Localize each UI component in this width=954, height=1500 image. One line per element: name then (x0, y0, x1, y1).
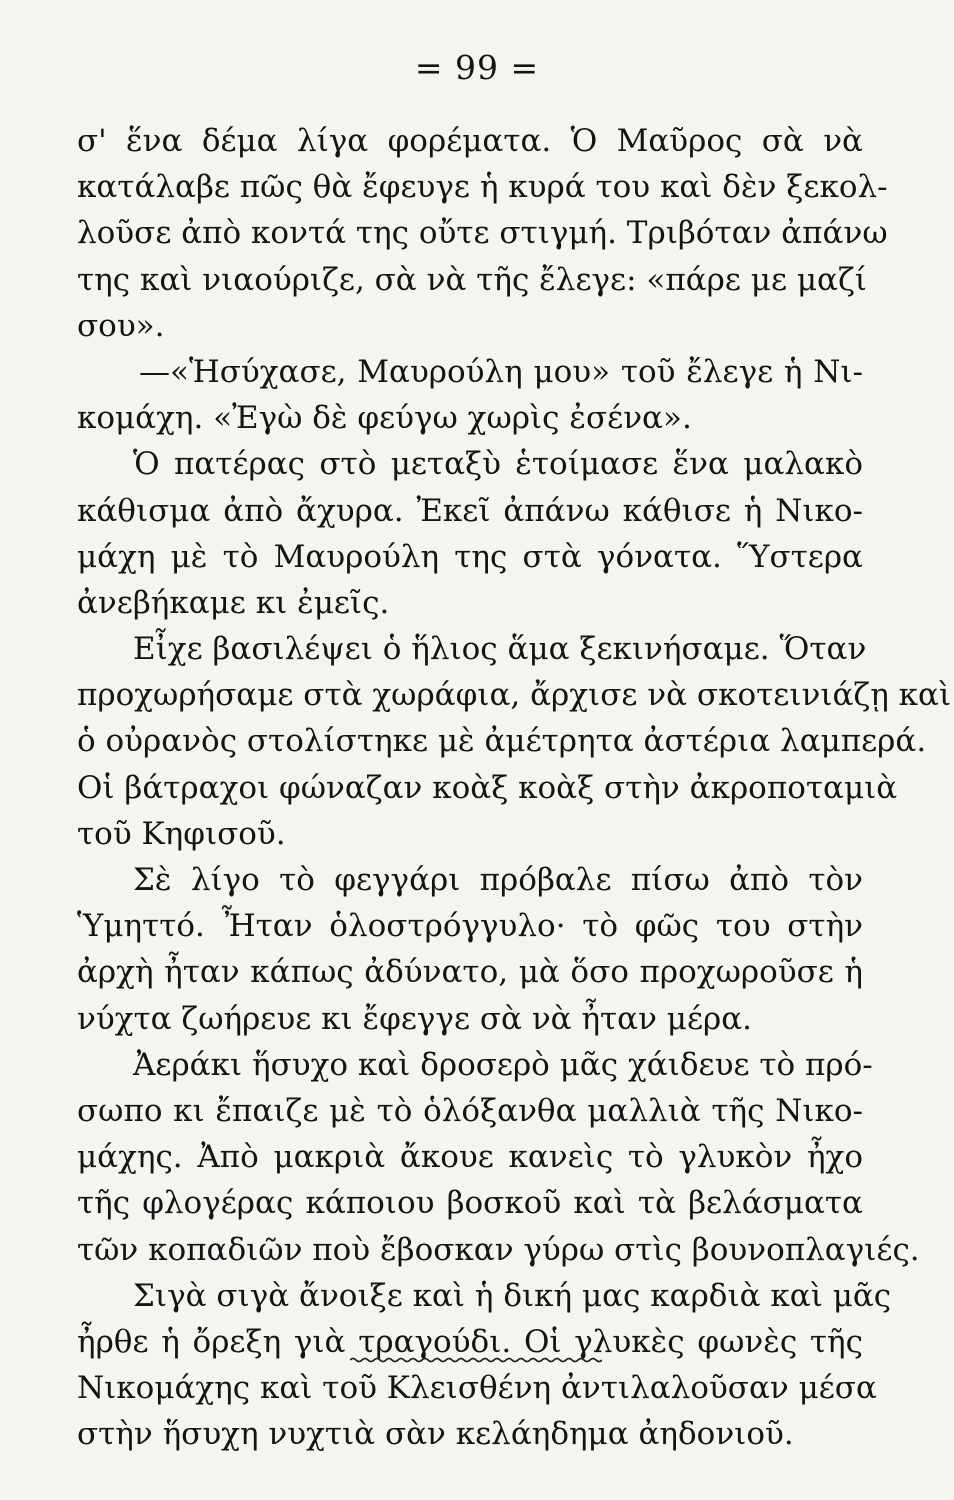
body-text (77, 118, 952, 1457)
text-line: Σιγὰ σιγὰ ἄνοιξε καὶ ἡ δική μας καρδιὰ καὶ μᾶς (133, 1277, 892, 1314)
text-line: σωπο κι ἔπαιζε μὲ τὸ ὁλόξανθα μαλλιὰ τῆς Νικο- (77, 1092, 863, 1129)
text-line: μάχης. Ἀπὸ μακριὰ ἄκουε κανεὶς τὸ γλυκὸν ἦχο (77, 1139, 863, 1176)
text-line: μάχη μὲ τὸ Μαυρούλη της στὰ γόνατα. Ὕστερα (77, 538, 863, 575)
text-line: ὁ οὐρανὸς στολίστηκε μὲ ἀμέτρητα ἀστέρια λαμπερά. (77, 723, 927, 760)
text-line: τῶν κοπαδιῶν ποὺ ἔβοσκαν γύρω στὶς βουνοπλαγιές. (77, 1231, 920, 1268)
text-line: σ' ἕνα δέμα λίγα φορέματα. Ὁ Μαῦρος σὰ νὰ (77, 123, 863, 159)
text-line: νύχτα ζωήρευε κι ἔφεγγε σὰ νὰ ἦταν μέρα. (77, 1000, 753, 1037)
text-line: ἀρχὴ ἦταν κάπως ἀδύνατο, μὰ ὅσο προχωροῦσε ἡ (77, 954, 863, 991)
text-line: τῆς φλογέρας κάποιου βοσκοῦ καὶ τὰ βελάσματα (77, 1185, 863, 1222)
text-line: Ἀεράκι ἥσυχο καὶ δροσερὸ μᾶς χάιδευε τὸ πρό- (133, 1046, 873, 1083)
end-ornament-rule (350, 1357, 602, 1363)
text-line: Οἱ βάτραχοι φώναζαν κοὰξ κοὰξ στὴν ἀκροποταμιὰ (77, 769, 898, 806)
text-line: Εἶχε βασιλέψει ὁ ἥλιος ἅμα ξεκινήσαμε. Ὅταν (133, 631, 867, 668)
text-line: Ὑμηττό. Ἦταν ὁλοστρόγγυλο· τὸ φῶς του στὴν (77, 908, 863, 945)
text-line: —«Ἡσύχασε, Μαυρούλη μου» τοῦ ἔλεγε ἡ Νι- (139, 353, 863, 390)
text-line: κομάχη. «Ἐγὼ δὲ φεύγω χωρὶς ἐσένα». (77, 400, 692, 437)
text-line: λοῦσε ἀπὸ κοντά της οὔτε στιγμή. Τριβόταν ἀπάνω (77, 215, 888, 252)
text-line: Νικομάχης καὶ τοῦ Κλεισθένη ἀντιλαλοῦσαν μέσα (77, 1370, 877, 1407)
text-line: στὴν ἥσυχη νυχτιὰ σὰν κελάηδημα ἀηδονιοῦ. (77, 1416, 794, 1453)
text-line: της καὶ νιαούριζε, σὰ νὰ τῆς ἔλεγε: «πάρε με μαζί (77, 261, 867, 298)
text-line: Σὲ λίγο τὸ φεγγάρι πρόβαλε πίσω ἀπὸ τὸν (133, 862, 863, 898)
text-line: ἀνεβήκαμε κι ἐμεῖς. (77, 584, 390, 621)
text-line: τοῦ Κηφισοῦ. (77, 815, 286, 852)
text-line: Ὁ πατέρας στὸ μεταξὺ ἑτοίμασε ἕνα μαλακὸ (133, 446, 863, 483)
page-number: = 99 = (414, 48, 540, 87)
text-line: προχωρήσαμε στὰ χωράφια, ἄρχισε νὰ σκοτεινιάζῃ καὶ (77, 677, 952, 714)
text-line: ἦρθε ἡ ὄρεξη γιὰ τραγούδι. Οἱ γλυκὲς φωνὲς τῆς (77, 1323, 863, 1360)
text-line: κατάλαβε πῶς θὰ ἔφευγε ἡ κυρά του καὶ δὲν ξεκολ- (77, 169, 888, 206)
text-line: κάθισμα ἀπὸ ἄχυρα. Ἐκεῖ ἀπάνω κάθισε ἡ Νικο- (77, 492, 863, 529)
text-line: σου». (77, 307, 165, 344)
